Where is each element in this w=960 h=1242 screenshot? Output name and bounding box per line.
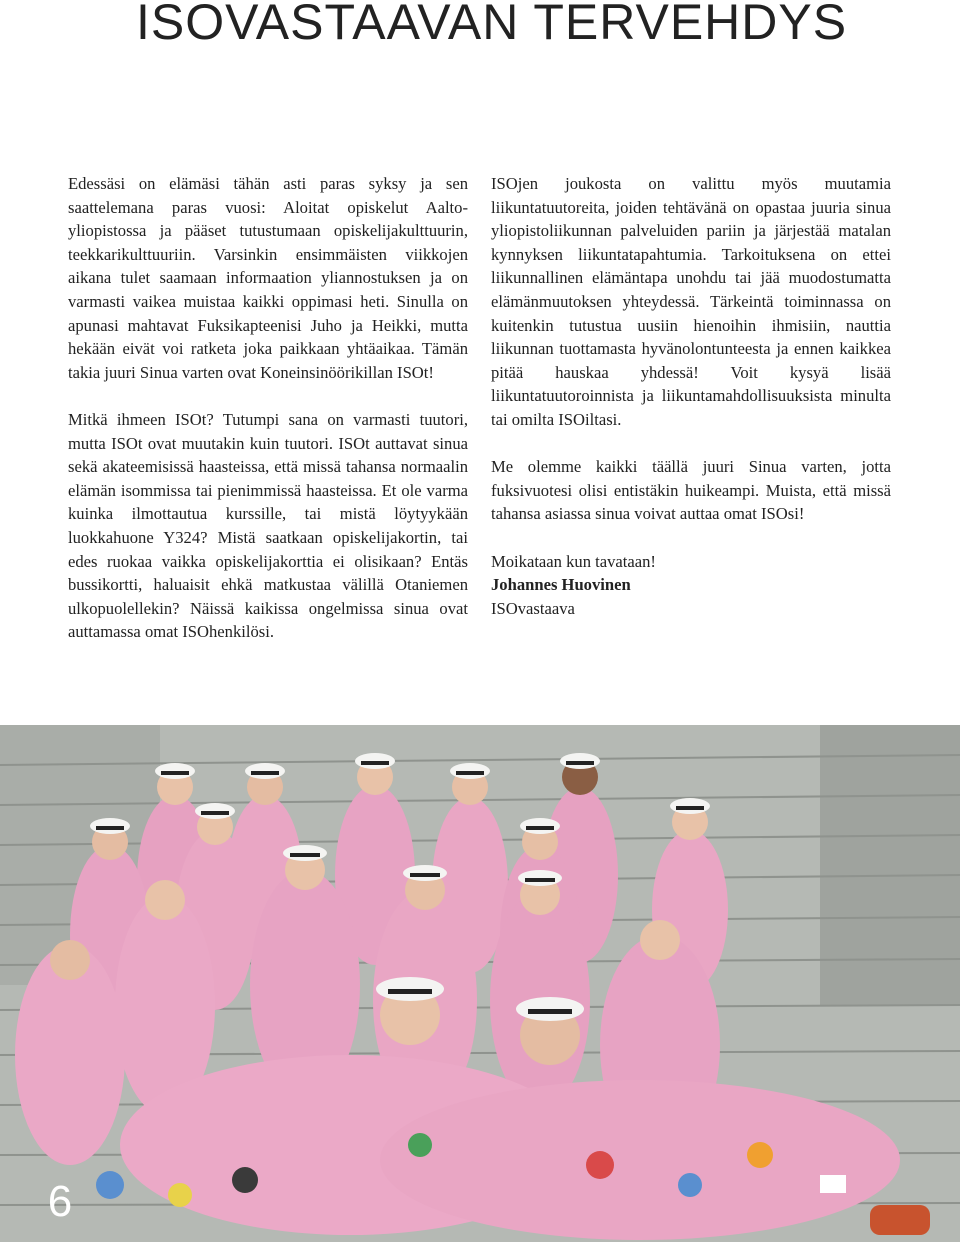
page-number: 6	[47, 1177, 73, 1226]
signature-closing: Moikataan kun tavataan!	[491, 551, 656, 571]
right-paragraph-2: Me olemme kaikki täällä juuri Sinua varten, jotta fuksivuotesi olisi entistäkin huikeampi. Muista, että missä tahansa asiassa sinua voivat auttaa omat ISOsi!	[491, 457, 891, 524]
signature-role: ISOvastaava	[491, 598, 575, 618]
group-photo-illustration	[0, 725, 960, 1242]
left-column	[68, 172, 468, 667]
signature	[491, 550, 891, 621]
signature-name: Johannes Huovinen	[491, 575, 631, 595]
right-column	[491, 172, 891, 620]
left-paragraph-2: Mitkä ihmeen ISOt? Tutumpi sana on varmasti tuutori, mutta ISOt ovat muutakin kuin tuutori. ISOt auttavat sinua sekä akateemisissä haasteissa, että missä tahansa normaalin elämän isommissa tai pienimmissä haasteissa. Et ole varma kuinka ilmottautua kurssille, tai mistä löytyykään luokkahuone Y324? Mistä saatkaan opiskelijakortin, tai edes ruokaa vaikka opiskelijakorttia ei olisikaan? Entäs bussikortti, haluaisit ehkä matkustaa välillä Otaniemen ulkopuolellekin? Näissä kaikissa ongelmissa sinua ovat auttamassa omat ISOhenkilösi.	[68, 409, 468, 642]
right-paragraph-1: ISOjen joukosta on valittu myös muutamia liikuntatuutoreita, joiden tehtävänä on opastaa juuria sinua yliopistoliikunnan palveluiden pariin ja järjestää matalan kynnyksen liikuntatapahtumia. Tarkoituksena on ettei liikunnallinen elämäntapa unohdu tai jää muodostumatta elämänmuutoksen yhteydessä. Tärkeintä toiminnassa on kuitenkin tutustua uusiin hienoihin ihmisiin, nauttia liikunnan tuottamasta hyvänolontunteesta ja ennen kaikkea pitää hauskaa yhdessä! Voit kysyä lisää liikuntatuutoroinnista ja liikuntamahdollisuuksista minulta tai omilta ISOiltasi.	[491, 174, 891, 429]
group-photo	[0, 725, 960, 1242]
page-title: ISOVASTAAVAN TERVEHDYS	[136, 0, 848, 50]
left-paragraph-1: Edessäsi on elämäsi tähän asti paras syksy ja sen saattelemana paras vuosi: Aloitat opiskelut Aalto-yliopistossa ja pääset tutustumaan opiskelijakulttuurin, teekkarikulttuuriin. Varsinkin ensimmäisten viikkojen aikana tulet saamaan informaation yliannostuksen ja on varmasti vaikea muistaa kaikki oppimasi heti. Sinulla on apunasi mahtavat Fuksikapteenisi Juho ja Heikki, mutta hekään eivät voi ratketa joka paikkaan yhtäaikaa. Tämän takia juuri Sinua varten ovat Koneinsinöörikillan ISOt!	[68, 174, 468, 382]
